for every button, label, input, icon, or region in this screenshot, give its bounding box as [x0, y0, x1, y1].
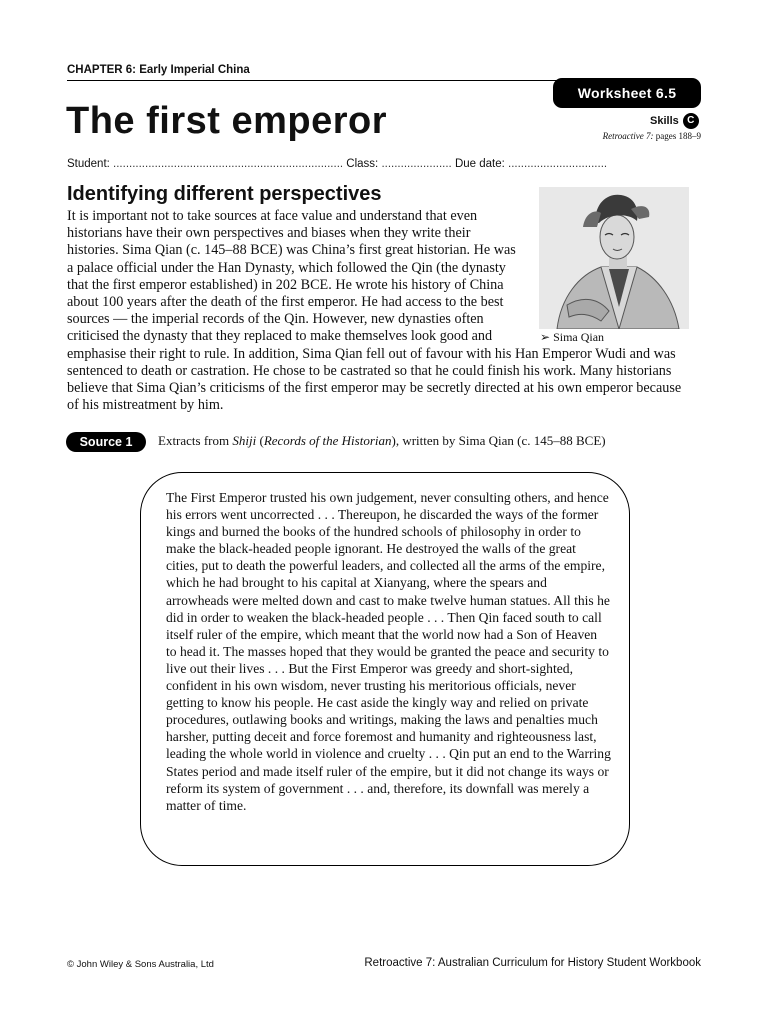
header-rule [67, 80, 623, 81]
portrait-illustration [539, 187, 689, 329]
footer-copyright: © John Wiley & Sons Australia, Ltd [67, 959, 214, 970]
class-field[interactable]: ...................... [381, 158, 452, 170]
source-quote-text: The First Emperor trusted his own judgement, never consulting others, and hence his errors went uncorrected . . . Thereupon, he discarded the ways of the former kings and burned the books of the hundred schools of philosophy in order to make the black-headed people ignorant. He destroyed the walls of the great cities, put to death the powerful leaders, and collected all the arms of the empire, which he had brought to his capital at Xianyang, where the spears and arrowheads were melted down and cast to make twelve human statues. All this he did in order to weaken the black-headed people . . . Then Qin faced south to call itself ruler of the empire, which meant that the world now had a Son of Heaven to head it. The masses hoped that they would be granted the peace and security to live out their lives . . . But the First Emperor was greedy and short-sighted, confident in his own wisdom, never trusting his meritorious officials, never getting to know his people. He cast aside the kingly way and relied on private procedures, outlawing books and writings, making the laws and penalties much harsher, putting deceit and force foremost and humanity and righteousness last, leading the whole world in violence and cruelty . . . Qin put an end to the Warring States period and made itself ruler of the empire, but it did not change its ways or reform its system of government . . . and, therefore, its downfall was merely a matter of time. [166, 490, 611, 813]
source-badge: Source 1 [66, 432, 146, 452]
student-field[interactable]: ........................................................................ [113, 158, 344, 170]
skills-label: Skills [650, 115, 679, 127]
source-desc-prefix: Extracts from [158, 433, 233, 448]
skills-code-badge: C [683, 113, 699, 129]
chapter-heading: CHAPTER 6: Early Imperial China [67, 64, 250, 76]
sima-qian-portrait [539, 187, 689, 329]
portrait-caption [540, 330, 604, 345]
class-label: Class: [346, 158, 379, 170]
caption-arrow-icon: ➢ [540, 330, 551, 344]
student-label: Student: [67, 158, 110, 170]
page-title: The first emperor [66, 100, 388, 142]
intro-text: It is important not to take sources at face value and understand that even historians have their own perspectives and biases when they write their histories. Sima Qian (c. 145–88 BCE) was China’s first great historian. He was a palace official under the Han Dynasty, which followed the Qin (the dynasty that the first emperor established) in 202 BCE. He wrote his history of China about 100 years after the death of the first emperor. He had access to the best sources — the imperial records of the Qin. However, new dynasties often criticised the dynasty that they replaced to make themselves look good and emphasise their right to rule. In addition, Sima Qian fell out of favour with his Han Emperor Wudi and was sentenced to death or castration. He chose to be castrated so that he could finish his work. Many historians believe that Sima Qian’s criticisms of the first emperor may be secretly directed at his own emperor because of his mistreatment by him. [67, 208, 682, 414]
due-date-label: Due date: [454, 158, 505, 170]
source-desc-open: ( [256, 433, 264, 448]
source-quote-box [140, 472, 630, 866]
source-work-english-title: Records of the Historian [263, 433, 392, 448]
section-heading: Identifying different perspectives [67, 183, 382, 205]
worksheet-badge: Worksheet 6.5 [553, 78, 701, 108]
caption-text: Sima Qian [553, 330, 605, 344]
book-page-reference [603, 131, 701, 141]
source-description [158, 433, 606, 449]
book-ref-title: Retroactive 7: [602, 131, 654, 141]
source-desc-suffix: ), written by Sima Qian (c. 145–88 BCE) [391, 433, 606, 448]
due-date-field[interactable]: ............................... [508, 158, 608, 170]
skills-indicator [650, 113, 699, 129]
student-info-line [67, 158, 707, 170]
source-work-title: Shiji [232, 433, 257, 448]
footer-book-title: Retroactive 7: Australian Curriculum for History Student Workbook [364, 957, 701, 969]
book-ref-pages: pages 188–9 [655, 131, 701, 141]
